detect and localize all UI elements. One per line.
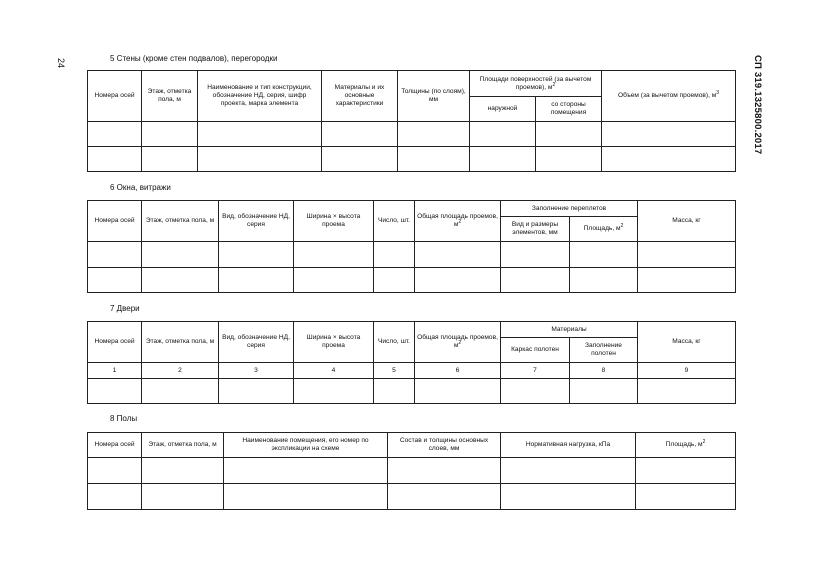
- header-axes: Номера осей: [88, 322, 142, 363]
- header-count: Число, шт.: [374, 201, 415, 242]
- document-code: СП 319.1325800.2017: [752, 55, 763, 155]
- header-size: Ширина × высота проема: [294, 201, 374, 242]
- header-floor: Этаж, отметка пола, м: [142, 433, 224, 458]
- table-row: [88, 122, 736, 147]
- header-frame: Каркас полотен: [501, 338, 570, 363]
- header-surface-area: Площади поверхностей (за вычетом проемов), $м^2$: [470, 71, 602, 97]
- table-row: [88, 484, 736, 510]
- header-load: Нормативная нагрузка, кПа: [501, 433, 636, 458]
- header-floor: Этаж, отметка пола, м: [142, 201, 219, 242]
- header-axes: Номера осей: [88, 433, 142, 458]
- table-row: [88, 458, 736, 484]
- header-outer: наружной: [470, 97, 536, 122]
- section-8-title: 8 Полы: [110, 414, 138, 423]
- floors-table: [87, 432, 736, 510]
- page-number: 24: [56, 58, 66, 69]
- table-row: [88, 242, 736, 268]
- header-thickness: Толщины (по слоям), мм: [398, 71, 470, 122]
- header-room: Наименование помещения, его номер по экспликации на схеме: [224, 433, 388, 458]
- header-elements: Вид и размеры элементов, мм: [501, 217, 570, 242]
- header-count: Число, шт.: [374, 322, 415, 363]
- header-axes: Номера осей: [88, 71, 142, 122]
- header-volume: Объем (за вычетом проемов), $м^3$: [602, 71, 736, 122]
- header-area: Площадь, $м^2$: [570, 217, 638, 242]
- table-row: [88, 147, 736, 172]
- header-materials: Материалы: [501, 322, 638, 338]
- header-construction: Наименование и тип конструкции, обозначение НД, серия, шифр проекта, марка элемента: [198, 71, 322, 122]
- header-sash-fill: Заполнение переплетов: [501, 201, 638, 217]
- header-area: Площадь, $м^2$: [636, 433, 736, 458]
- windows-table: [87, 200, 736, 293]
- section-5-title: 5 Стены (кроме стен подвалов), перегородки: [110, 54, 278, 63]
- section-6-title: 6 Окна, витражи: [110, 183, 171, 192]
- header-layers: Состав и толщины основных слоев, мм: [388, 433, 501, 458]
- header-type: Вид, обозначение НД, серия: [219, 322, 294, 363]
- doors-table: [87, 321, 736, 404]
- column-numbers-row: 1 2 3 4 5 6 7 8 9: [88, 363, 736, 379]
- header-fill: Заполнение полотен: [570, 338, 638, 363]
- header-total-area: Общая площадь проемов, $м^2$: [415, 322, 501, 363]
- table-row: [88, 268, 736, 293]
- header-floor: Этаж, отметка пола, м: [142, 71, 198, 122]
- header-floor: Этаж, отметка пола, м: [142, 322, 219, 363]
- header-size: Ширина × высота проема: [294, 322, 374, 363]
- header-axes: Номера осей: [88, 201, 142, 242]
- header-materials: Материалы и их основные характеристики: [322, 71, 398, 122]
- walls-table: [87, 70, 736, 172]
- header-mass: Масса, кг: [638, 322, 736, 363]
- header-type: Вид, обозначение НД, серия: [219, 201, 294, 242]
- header-inner: со стороны помещения: [536, 97, 602, 122]
- header-mass: Масса, кг: [638, 201, 736, 242]
- section-7-title: 7 Двери: [110, 304, 140, 313]
- header-total-area: Общая площадь проемов, $м^2$: [415, 201, 501, 242]
- table-row: [88, 379, 736, 404]
